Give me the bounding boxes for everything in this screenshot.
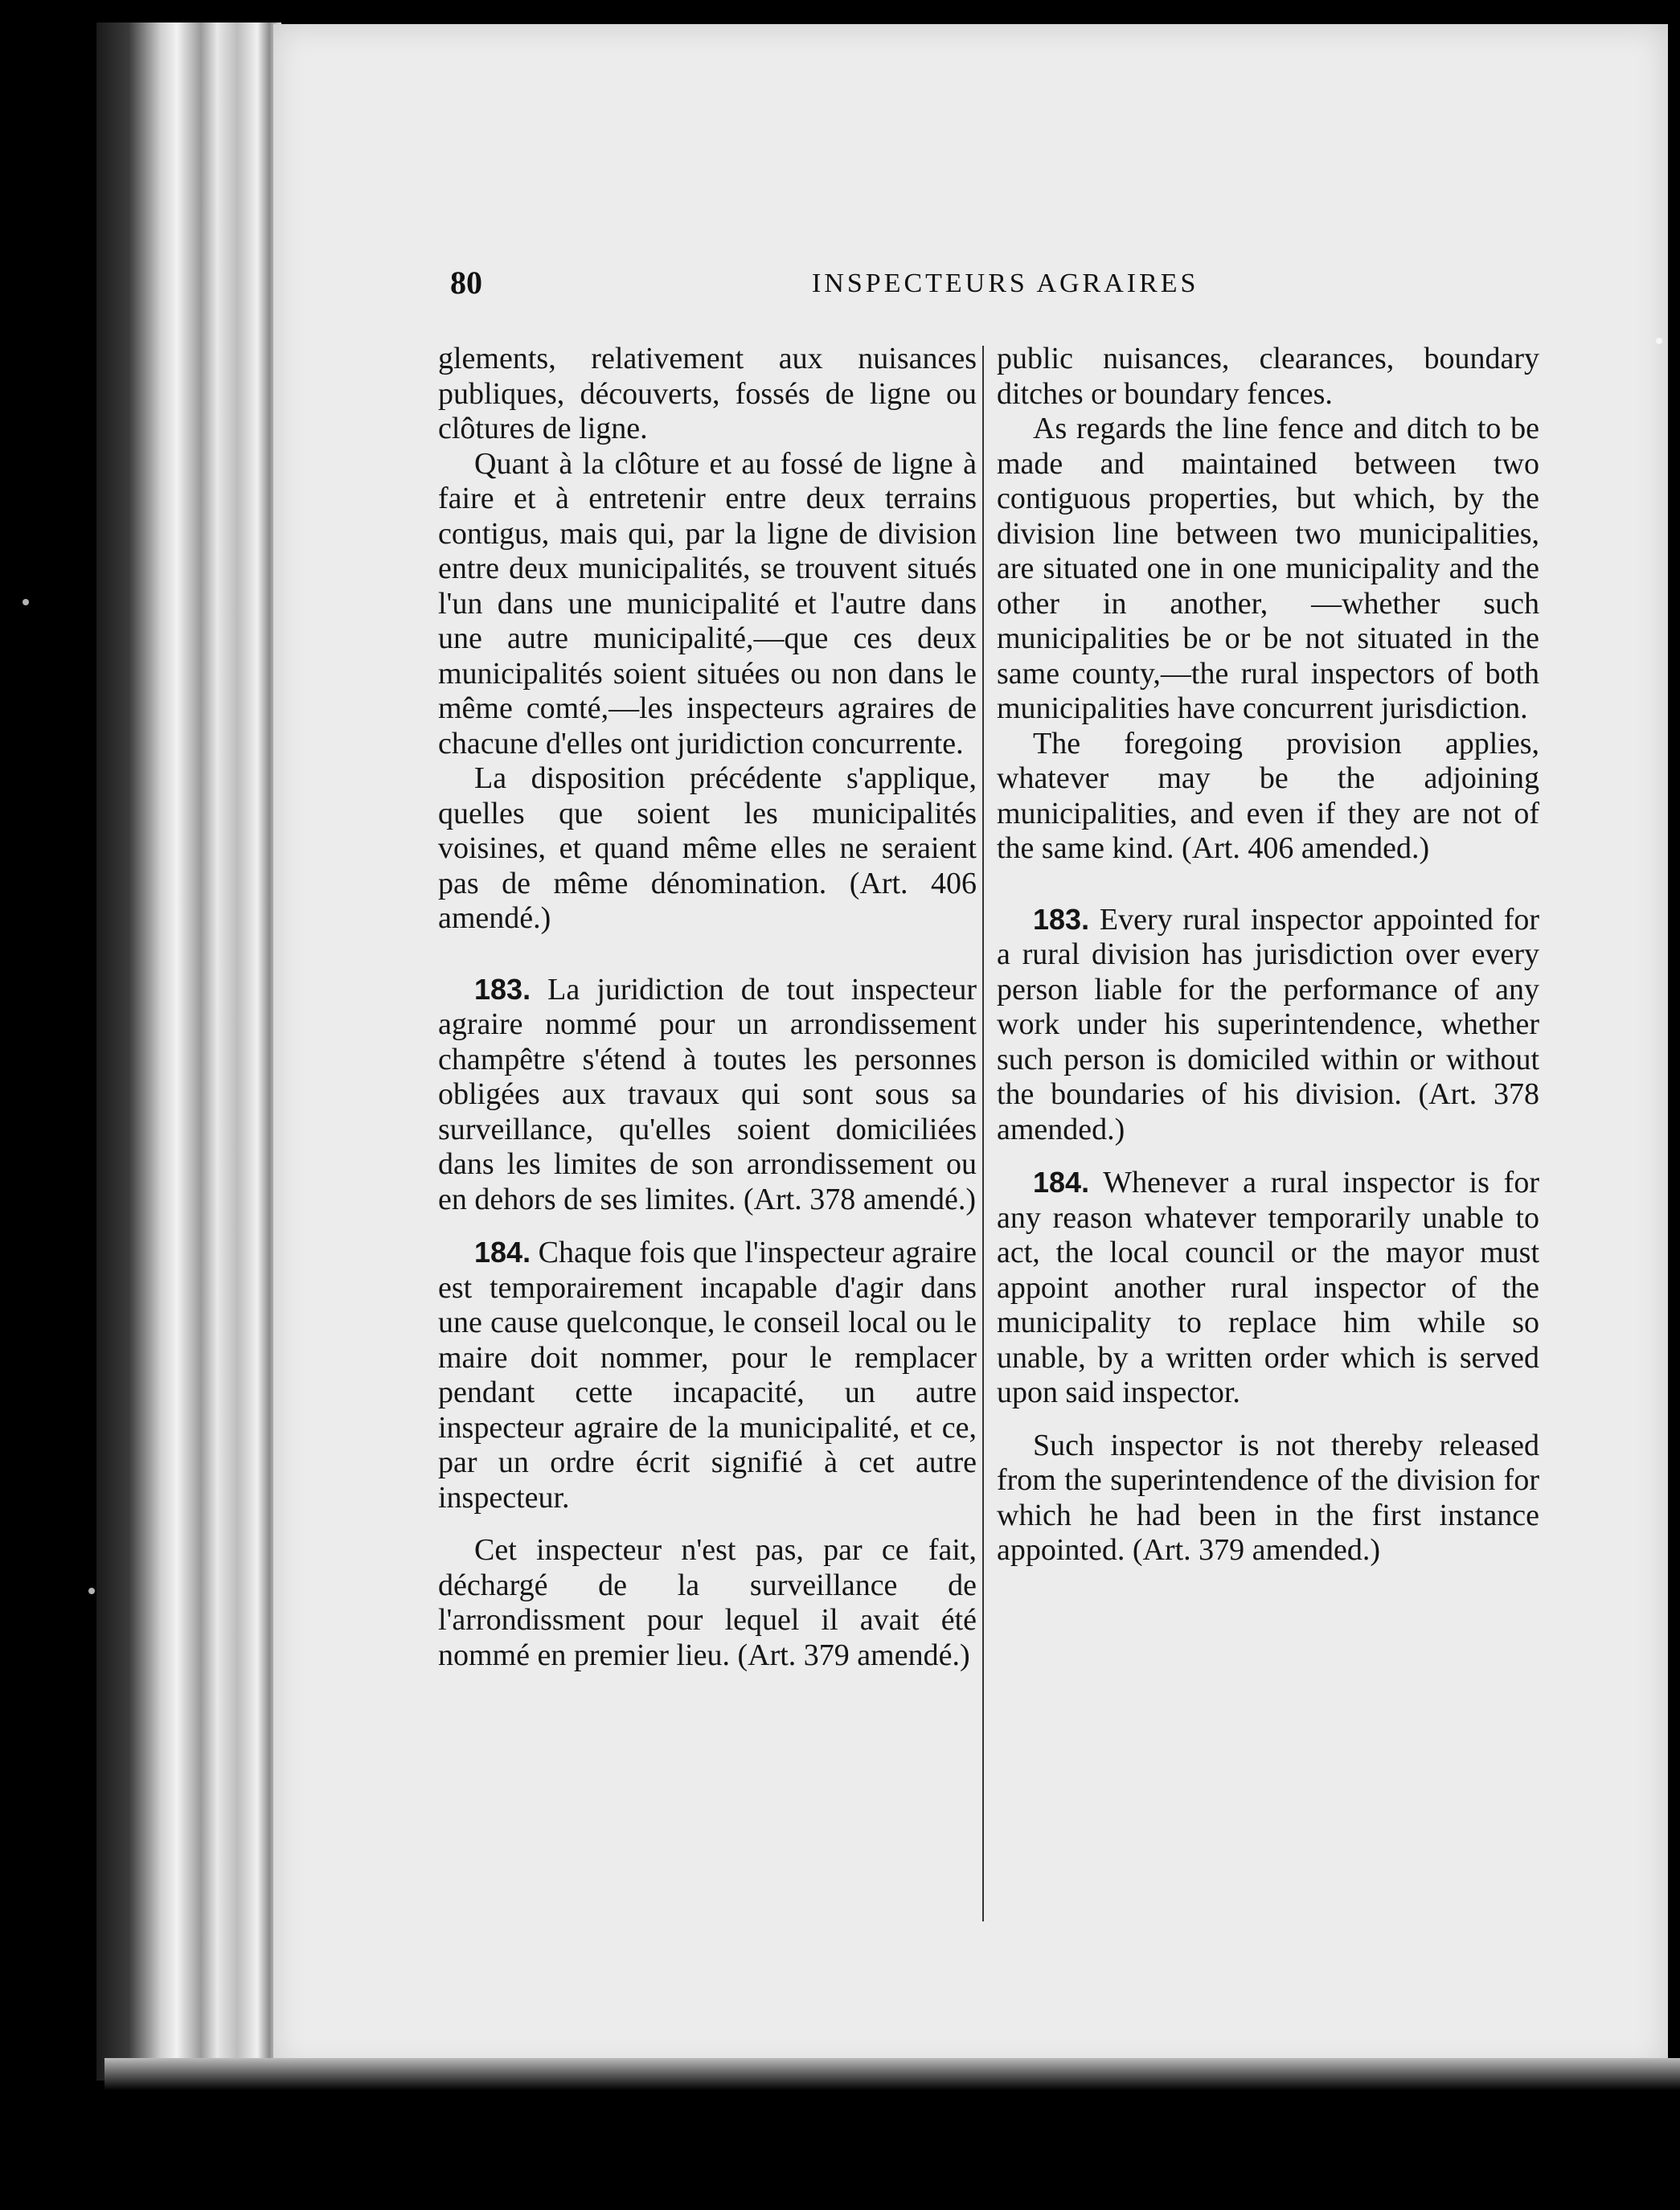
french-column [438, 342, 977, 1673]
page-header [450, 264, 1222, 312]
running-head: INSPECTEURS AGRAIRES [812, 269, 1199, 298]
article-number: 184. [1033, 1166, 1090, 1199]
article-number: 183. [1033, 902, 1090, 936]
page-number: 80 [450, 264, 482, 301]
english-paragraph: The foregoing provision applies, whatever may be the adjoining municipalities, and even if they are not of the same kind. (Art. 406 amended.) [997, 726, 1539, 865]
english-article-183 [997, 902, 1539, 1148]
article-number: 184. [474, 1236, 531, 1269]
english-column [997, 342, 1539, 1568]
english-paragraph: As regards the line fence and ditch to be made and maintained between two contiguous properties, but which, by the division line between two municipalities, are situated one in one municipality and the other in another, —whether such municipalities be or be not situated in the same county,—the rural inspectors of both municipalities have concurrent jurisdiction. [997, 412, 1539, 725]
margin-speck [23, 599, 29, 605]
french-paragraph: Cet inspecteur n'est pas, par ce fait, déchargé de la surveillance de l'arrondissment pour lequel il avait été nommé en premier lieu. (Art. 379 amendé.) [438, 1533, 977, 1672]
article-text: La juridiction de tout inspecteur agraire nommé pour un arrondissement champêtre s'étend à toutes les personnes obligées aux travaux qui sont sous sa surveillance, qu'elles soient domiciliées dans les limites de son arrondissement ou en dehors de ses limites. (Art. 378 amendé.) [438, 972, 977, 1216]
french-paragraph: La disposition précédente s'applique, quelles que soient les municipalités voisines, et quand même elles ne seraient pas de même dénomination. (Art. 406 amendé.) [438, 761, 977, 935]
english-paragraph: public nuisances, clearances, boundary ditches or boundary fences. [997, 342, 1539, 411]
margin-speck [1656, 338, 1662, 344]
english-article-184 [997, 1165, 1539, 1411]
article-text: Whenever a rural inspector is for any reason whatever temporarily unable to act, the local council or the mayor must appoint another rural inspector of the municipality to replace him while so unable, by a written order which is served upon said inspector. [997, 1166, 1539, 1409]
english-paragraph: Such inspector is not thereby released from the superintendence of the division for which he had been in the first instance appointed. (Art. 379 amended.) [997, 1428, 1539, 1567]
margin-speck [88, 1588, 95, 1594]
book-binding-edge [96, 23, 281, 2081]
article-text: Chaque fois que l'inspecteur agraire est temporairement incapable d'agir dans une cause quelconque, le conseil local ou le maire doit nommer, pour le remplacer pendant cette incapacité, un autre inspecteur agraire de la municipalité, et ce, par un ordre écrit signifié à cet autre inspecteur. [438, 1236, 977, 1515]
page-bottom-shadow [104, 2058, 1680, 2090]
french-article-183 [438, 972, 977, 1218]
article-number: 183. [474, 972, 531, 1006]
french-paragraph: Quant à la clôture et au fossé de ligne à faire et à entretenir entre deux terrains contigus, mais qui, par la ligne de division entre deux municipalités, se trouvent situés l'un dans une municipalité et l'autre dans une autre municipalité,—que ces deux municipalités soient situées ou non dans le même comté,—les inspecteurs agraires de chacune d'elles ont juridiction concurrente. [438, 446, 977, 761]
french-paragraph: glements, relativement aux nuisances publiques, découverts, fossés de ligne ou clôtures de ligne. [438, 342, 977, 445]
french-article-184 [438, 1235, 977, 1515]
column-divider [982, 346, 984, 1921]
article-text: Every rural inspector appointed for a rural division has jurisdiction over every person liable for the performance of any work under his superintendence, whether such person is domiciled within or without the boundaries of his division. (Art. 378 amended.) [997, 902, 1540, 1146]
